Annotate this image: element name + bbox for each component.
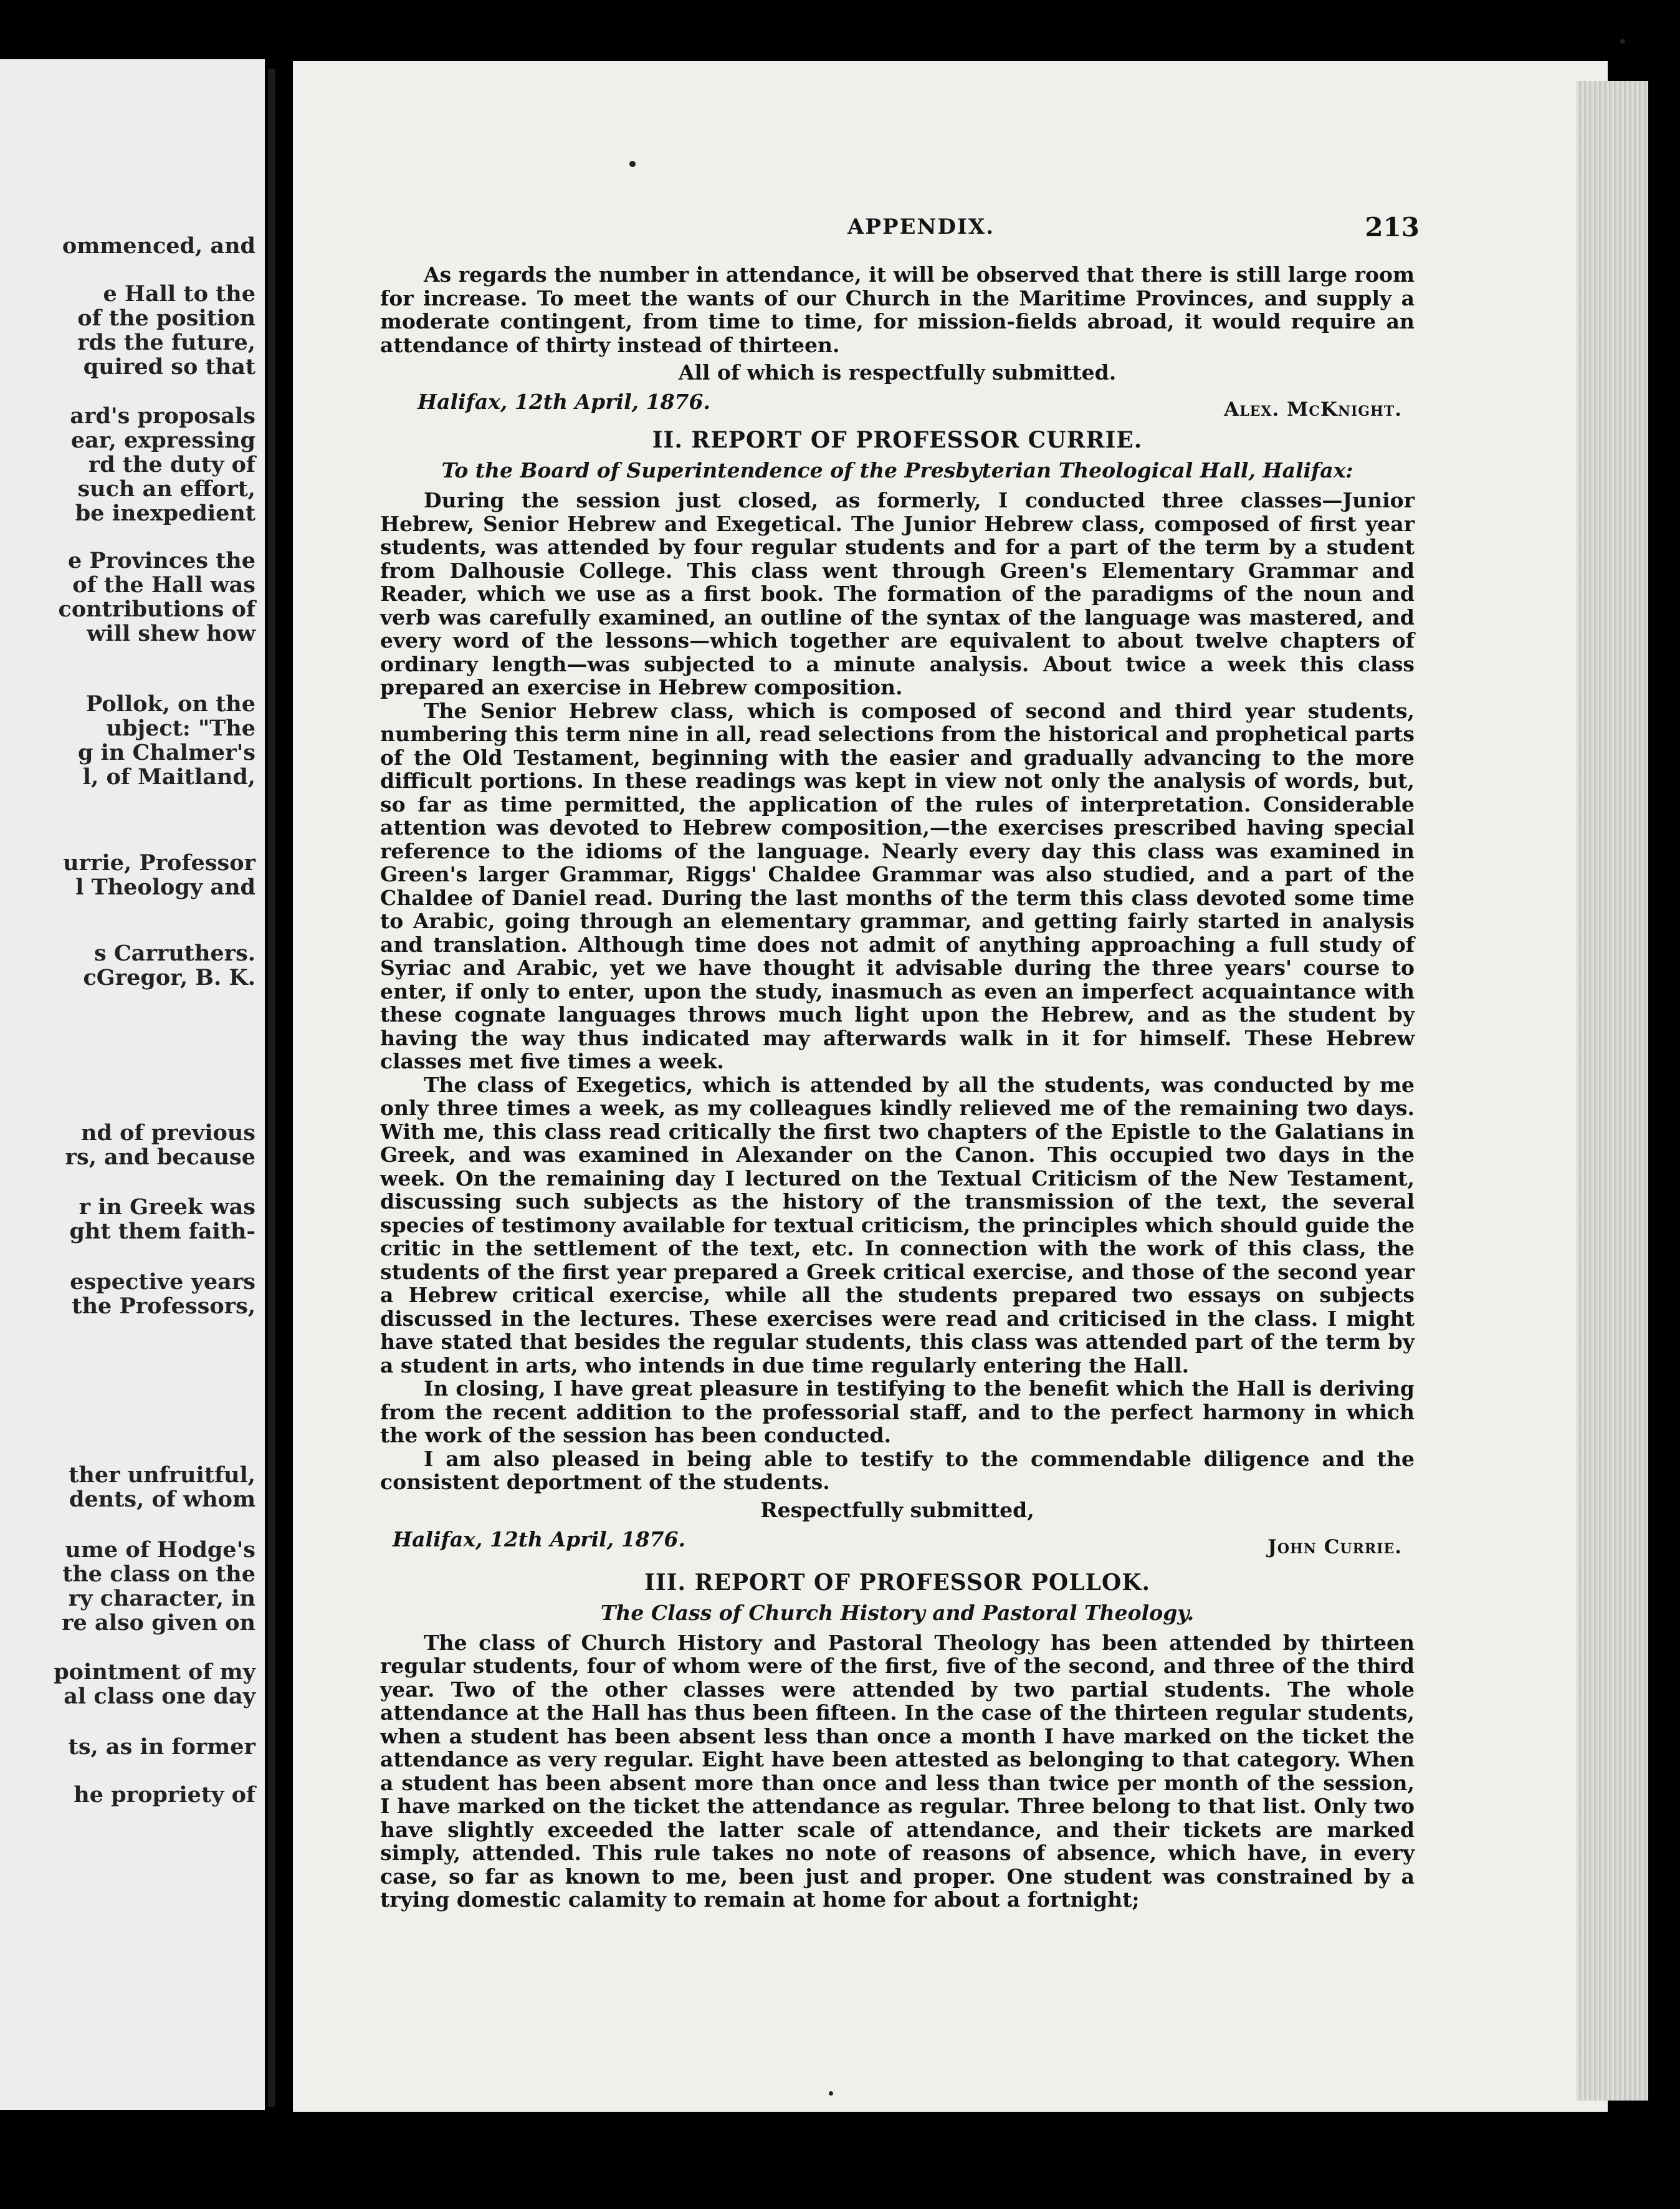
speck-bottom xyxy=(829,2091,833,2096)
facing-page-text-fragment: be inexpedient xyxy=(75,501,255,526)
section-heading: II. REPORT OF PROFESSOR CURRIE. xyxy=(652,427,1143,453)
currie-paragraph-4: In closing, I have great pleasure in testifying to the benefit which the Hall is deriving from the recent addition to the professorial staff, and to the perfect harmony in which the work of the session has been conducted. xyxy=(380,1376,1415,1447)
facing-page-text-fragment: ard's proposals xyxy=(70,403,255,429)
facing-page-text-fragment: ts, as in former xyxy=(68,1734,255,1760)
facing-page-text-fragment: l Theology and xyxy=(75,874,255,900)
currie-paragraph-1: During the session just closed, as formerly, I conducted three classes—Junior Hebrew, Senior Hebrew and Exegetical. The Junior Hebrew class, composed of first year students, was attended by four regular students and for a part of the term by a student from Dalhousie College. This class went through Green's Elementary Grammar and Reader, which we use as a first book. The formation of the paradigms of the noun and verb was carefully examined, an outline of the syntax of the language was mastered, and every word of the lessons—which together are equivalent to about twelve chapters of ordinary length—was subjected to a minute analysis. About twice a week this class prepared an exercise in Hebrew composition. xyxy=(380,488,1415,699)
facing-page-text-fragment: of the position xyxy=(77,305,255,331)
signature-block xyxy=(380,390,1415,421)
signature-block xyxy=(380,1526,1415,1558)
facing-page-text-fragment: urrie, Professor xyxy=(63,850,255,876)
facing-page-text-fragment: the class on the xyxy=(62,1561,255,1587)
page-number: 213 xyxy=(1365,212,1420,242)
facing-page-text-fragment: rds the future, xyxy=(77,330,255,355)
facing-page-text-fragment: ear, expressing xyxy=(70,428,255,453)
section-heading: III. REPORT OF PROFESSOR POLLOK. xyxy=(644,1569,1151,1596)
facing-page-text-fragment: the Professors, xyxy=(72,1293,255,1319)
facing-page-text-fragment: e Hall to the xyxy=(103,281,255,307)
signature-name: Alex. McKnight. xyxy=(1224,398,1402,421)
book-gutter xyxy=(268,69,275,2107)
signature-date: Halifax, 12th April, 1876. xyxy=(418,390,710,414)
facing-page-text-fragment: ther unfruitful, xyxy=(69,1462,255,1488)
facing-page-text-fragment: pointment of my xyxy=(54,1659,255,1685)
report-address: To the Board of Superintendence of the Presbyterian Theological Hall, Halifax: xyxy=(441,458,1353,482)
facing-page-text-fragment: ubject: "The xyxy=(106,716,255,741)
facing-page-text-fragment: al class one day xyxy=(64,1684,255,1709)
mcknight-report-paragraph: As regards the number in attendance, it will be observed that there is still large room for increase. To meet the wants of our Church in the Maritime Provinces, and supply a moderate contingent, from time to time, for mission-fields abroad, it would require an attendance of thirty instead of thirteen. xyxy=(380,262,1415,357)
currie-paragraph-5: I am also pleased in being able to testify to the commendable diligence and the consistent deportment of the students. xyxy=(380,1446,1415,1494)
facing-page-text-fragment: g in Chalmer's xyxy=(77,740,255,765)
facing-page-text-fragment: he propriety of xyxy=(74,1782,255,1808)
facing-page-text-fragment: e Provinces the xyxy=(68,548,255,573)
facing-page-text-fragment: s Carruthers. xyxy=(94,941,255,966)
facing-page-text-fragment: cGregor, B. K. xyxy=(83,965,255,990)
speck-corner xyxy=(1620,39,1625,44)
closing-line: All of which is respectfully submitted. xyxy=(678,360,1117,385)
facing-page-left xyxy=(0,59,265,2110)
facing-page-text-fragment: rd the duty of xyxy=(88,452,255,477)
page-header xyxy=(380,212,1420,249)
facing-page-text-fragment: rs, and because xyxy=(65,1144,255,1170)
page-content xyxy=(380,212,1420,1912)
pollok-paragraph: The class of Church History and Pastoral Theology has been attended by thirteen regular students, four of whom were of the first, five of the second, and three of the third year. Two of the other classes were attended by two partial students. The whole attendance at the Hall has thus been fifteen. In the case of the thirteen regular students, when a student has been absent less than once a month I have marked on the ticket the attendance as very regular. Eight have been attested as belonging to that category. When a student has been absent more than once and less than twice per month of the session, I have marked on the ticket the attendance as regular. Three belong to that list. Only two have slightly exceeded the latter scale of attendance, and their tickets are marked simply, attended. This rule takes no note of reasons of absence, which have, in every case, so far as known to me, been just and proper. One student was constrained by a trying domestic calamity to remain at home for about a fortnight; xyxy=(380,1630,1415,1912)
facing-page-text-fragment: of the Hall was xyxy=(72,572,255,598)
facing-page-text-fragment: will shew how xyxy=(87,621,255,646)
facing-page-text-fragment: re also given on xyxy=(62,1610,255,1636)
page-edges xyxy=(1577,81,1648,2101)
closing-line: Respectfully submitted, xyxy=(760,1497,1034,1522)
currie-paragraph-2: The Senior Hebrew class, which is composed of second and third year students, numbering this term nine in all, read selections from the historical and prophetical parts of the Old Testament, beginning with the easier and gradually advancing to the more difficult portions. In these readings was kept in view not only the analysis of words, but, so far as time permitted, the application of the rules of interpretation. Considerable attention was devoted to Hebrew composition,—the exercises prescribed having special reference to the idioms of the language. Nearly every day this class was examined in Green's larger Grammar, Riggs' Chaldee Grammar was also studied, and a part of the Chaldee of Daniel read. During the last months of the term this class devoted some time to Arabic, going through an elementary grammar, and getting fairly started in analysis and translation. Although time does not admit of anything approaching a full study of Syriac and Arabic, yet we have thought it advisable during the three years' course to enter, if only to enter, upon the study, inasmuch as even an imperfect acquaintance with these cognate languages throws much light upon the Hebrew, and as the student by having the way thus indicated may afterwards walk in it for himself. These Hebrew classes met five times a week. xyxy=(380,698,1415,1073)
facing-page-text-fragment: dents, of whom xyxy=(69,1487,255,1512)
facing-page-text-fragment: Pollok, on the xyxy=(85,691,255,717)
currie-paragraph-3: The class of Exegetics, which is attended by all the students, was conducted by me only three times a week, as my colleagues kindly relieved me of the remaining two days. With me, this class read critically the first two chapters of the Epistle to the Galatians in Greek, and was examined in Alexander on the Canon. This occupied two days in the week. On the remaining day I lectured on the Textual Criticism of the New Testament, discussing such subjects as the history of the transmission of the text, the several species of testimony available for textual criticism, the principles which should guide the critic in the settlement of the text, etc. In connection with the work of this class, the students of the first year prepared a Greek critical exercise, and those of the second year a Hebrew critical exercise, while all the students prepared two essays on subjects discussed in the lectures. These exercises were read and criticised in the class. I might have stated that besides the regular students, this class was attended part of the term by a student in arts, who intends in due time regularly entering the Hall. xyxy=(380,1072,1415,1378)
facing-page-text-fragment: ume of Hodge's xyxy=(65,1537,255,1563)
facing-page-text-fragment: l, of Maitland, xyxy=(82,764,255,790)
signature-date: Halifax, 12th April, 1876. xyxy=(393,1526,685,1551)
running-head: APPENDIX. xyxy=(847,214,995,239)
facing-page-text-fragment: contributions of xyxy=(58,597,255,622)
facing-page-text-fragment: ry character, in xyxy=(68,1586,255,1611)
speck-top xyxy=(629,161,636,167)
facing-page-text-fragment: r in Greek was xyxy=(79,1194,255,1220)
facing-page-text-fragment: such an effort, xyxy=(77,476,255,502)
facing-page-text-fragment: espective years xyxy=(70,1269,255,1295)
section-subheading: The Class of Church History and Pastoral Theology. xyxy=(600,1600,1195,1625)
facing-page-text-fragment: quired so that xyxy=(83,354,255,380)
facing-page-text-fragment: ght them faith- xyxy=(69,1219,255,1244)
facing-page-text-fragment: ommenced, and xyxy=(62,233,255,259)
facing-page-text-fragment: nd of previous xyxy=(81,1120,255,1146)
signature-name: John Currie. xyxy=(1267,1535,1402,1558)
